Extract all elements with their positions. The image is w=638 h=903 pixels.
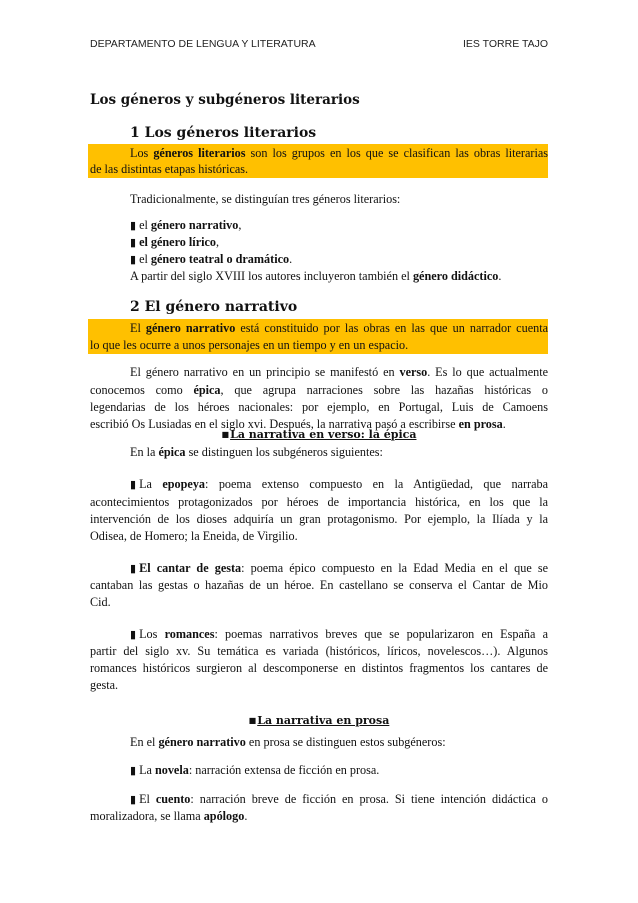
list-item: ▮ el género narrativo, [130,217,241,233]
paragraph-line: cantaban las gestas o hazañas de un héroe. En castellano se conserva el Cantar de Mio [90,578,548,592]
paragraph-line: moralizadora, se llama apólogo. [90,809,248,823]
definition-line: El género narrativo está constituido por las obras en las que un narrador cuenta [130,321,548,335]
page-header [90,38,548,56]
list-item: ▮ La epopeya: poema extenso compuesto en la Antigüedad, que narraba [130,476,548,492]
paragraph-line: Odisea, de Homero; la Eneida, de Virgilio. [90,529,298,543]
paragraph-line: El género narrativo en un principio se manifestó en verso. Es lo que actualmente [130,365,548,379]
paragraph-line: legendarias de los héroes nacionales: por ejemplo, en Portugal, Luis de Camoens [90,400,548,414]
paragraph-line: En la épica se distinguen los subgéneros siguientes: [130,445,383,459]
paragraph-line: partir del siglo xv. Su temática es variada (históricos, líricos, novelescos…). Algunos [90,644,548,658]
list-item: ▮ La novela: narración extensa de ficción en prosa. [130,762,379,778]
paragraph-line: acontecimientos protagonizados por héroes de importancia histórica, en los que la [90,495,548,509]
list-item: ▮ el género lírico, [130,234,219,250]
definition-line: de las distintas etapas históricas. [90,162,249,176]
paragraph-line: conocemos como épica, que agrupa narraciones sobre las hazañas históricas o [90,383,548,397]
list-item: ▮ Los romances: poemas narrativos breves que se popularizaron en España a [130,626,548,642]
header-department: DEPARTAMENTO DE LENGUA Y LITERATURA [90,38,316,50]
subsection-heading-verso: ■La narrativa en verso: la épica [221,428,417,441]
paragraph-line: Cid. [90,595,111,609]
square-bullet-icon: ■ [221,429,230,439]
definition-line: Los géneros literarios son los grupos en los que se clasifican las obras literarias [130,146,548,160]
square-bullet-icon: ■ [248,715,257,725]
paragraph-line: escribió Os Lusiadas en el siglo xvi. Después, la narrativa pasó a escribirse en prosa. [90,417,506,431]
subsection-heading-prosa: ■La narrativa en prosa [248,714,390,727]
page-title: Los géneros y subgéneros literarios [90,92,360,108]
paragraph-line: intervención de los dioses adquiría un gran protagonismo. Por ejemplo, la Ilíada y la [90,512,548,526]
list-item: ▮ El cuento: narración breve de ficción en prosa. Si tiene intención didáctica o [130,791,548,807]
paragraph-line: En el género narrativo en prosa se distinguen estos subgéneros: [130,735,446,749]
list-item: ▮ el género teatral o dramático. [130,251,292,267]
section-heading-narrativo: 2 El género narrativo [130,299,298,315]
paragraph-line: romances históricos surgieron al descomponerse en distintos fragmentos los cantares de [90,661,548,675]
list-item: ▮ El cantar de gesta: poema épico compuesto en la Edad Media en el que se [130,560,548,576]
header-school: IES TORRE TAJO [463,38,548,50]
definition-line: lo que les ocurre a unos personajes en un tiempo y en un espacio. [90,338,409,352]
paragraph-line: A partir del siglo XVIII los autores incluyeron también el género didáctico. [130,269,502,283]
paragraph-line: Tradicionalmente, se distinguían tres géneros literarios: [130,192,401,206]
section-heading-generos: 1 Los géneros literarios [130,125,317,141]
paragraph-line: gesta. [90,678,119,692]
